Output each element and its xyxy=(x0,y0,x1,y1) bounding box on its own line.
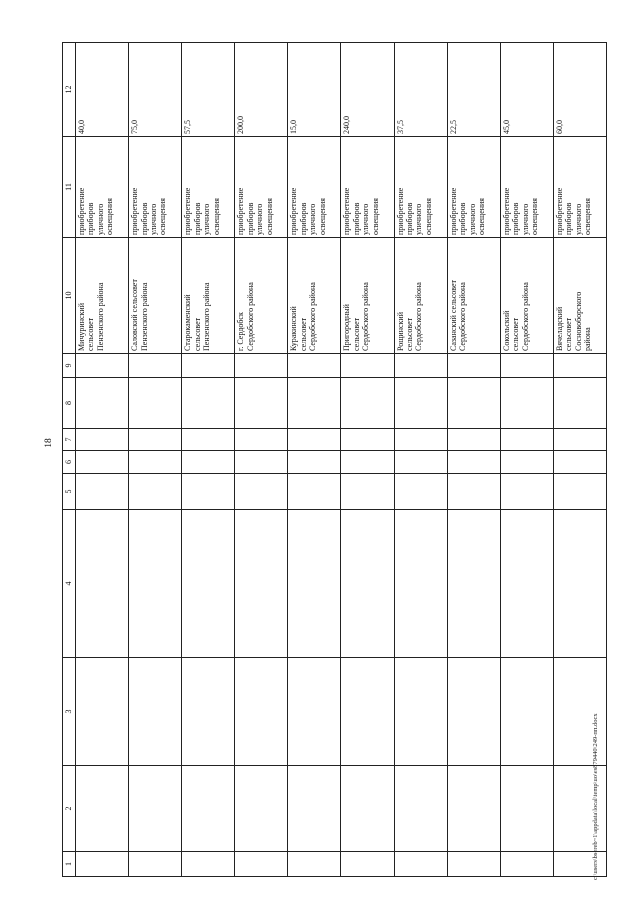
empty-cell xyxy=(76,451,129,474)
empty-cell xyxy=(341,354,394,378)
amount-cell: 200,0 xyxy=(235,43,288,137)
purpose-cell: приобретение приборов уличного освещения xyxy=(341,137,394,238)
rotated-table-container xyxy=(62,43,607,877)
empty-cell xyxy=(500,354,553,378)
empty-cell xyxy=(553,474,606,510)
empty-cell xyxy=(500,658,553,766)
empty-cell xyxy=(288,510,341,658)
empty-cell xyxy=(235,852,288,877)
empty-cell xyxy=(341,378,394,429)
recipient-cell: Мичуринский сельсовет Пензенского района xyxy=(76,238,129,354)
amount-cell: 15,0 xyxy=(288,43,341,137)
empty-cell xyxy=(182,510,235,658)
empty-cell xyxy=(394,766,447,852)
amount-cell: 37,5 xyxy=(394,43,447,137)
empty-cell xyxy=(500,474,553,510)
table-row xyxy=(129,43,182,877)
empty-cell xyxy=(394,451,447,474)
column-number-8: 8 xyxy=(63,378,76,429)
empty-cell xyxy=(553,451,606,474)
empty-cell xyxy=(447,852,500,877)
empty-cell xyxy=(76,354,129,378)
empty-cell xyxy=(129,429,182,451)
column-number-3: 3 xyxy=(63,658,76,766)
recipient-cell: Куракинский сельсовет Сердобского района xyxy=(288,238,341,354)
amount-cell: 40,0 xyxy=(76,43,129,137)
amount-cell: 45,0 xyxy=(500,43,553,137)
table-row xyxy=(235,43,288,877)
empty-cell xyxy=(500,766,553,852)
empty-cell xyxy=(447,378,500,429)
empty-cell xyxy=(235,354,288,378)
empty-cell xyxy=(76,766,129,852)
empty-cell xyxy=(182,658,235,766)
empty-cell xyxy=(235,378,288,429)
empty-cell xyxy=(394,852,447,877)
purpose-cell: приобретение приборов уличного освещения xyxy=(288,137,341,238)
empty-cell xyxy=(235,451,288,474)
empty-cell xyxy=(394,474,447,510)
table-body xyxy=(76,43,607,877)
empty-cell xyxy=(288,766,341,852)
empty-cell xyxy=(235,429,288,451)
footer-file-path: c:\users\bsereb~1\appdata\local\temp\uo\es879440\249-пп.docx xyxy=(592,713,599,880)
empty-cell xyxy=(76,510,129,658)
empty-cell xyxy=(235,658,288,766)
empty-cell xyxy=(288,852,341,877)
empty-cell xyxy=(553,354,606,378)
column-number-row xyxy=(63,43,76,877)
table-row xyxy=(341,43,394,877)
empty-cell xyxy=(288,378,341,429)
empty-cell xyxy=(341,852,394,877)
empty-cell xyxy=(129,378,182,429)
empty-cell xyxy=(447,354,500,378)
amount-cell: 22,5 xyxy=(447,43,500,137)
empty-cell xyxy=(447,474,500,510)
empty-cell xyxy=(447,451,500,474)
recipient-cell: Сокольский сельсовет Сердобского района xyxy=(500,238,553,354)
empty-cell xyxy=(288,354,341,378)
empty-cell xyxy=(235,766,288,852)
empty-cell xyxy=(500,510,553,658)
amount-cell: 240,0 xyxy=(341,43,394,137)
empty-cell xyxy=(76,658,129,766)
table-row xyxy=(288,43,341,877)
empty-cell xyxy=(288,658,341,766)
column-number-1: 1 xyxy=(63,852,76,877)
column-number-9: 9 xyxy=(63,354,76,378)
amount-cell: 75,0 xyxy=(129,43,182,137)
table-row xyxy=(447,43,500,877)
table-row xyxy=(500,43,553,877)
empty-cell xyxy=(129,658,182,766)
empty-cell xyxy=(288,474,341,510)
empty-cell xyxy=(76,474,129,510)
empty-cell xyxy=(553,378,606,429)
empty-cell xyxy=(341,658,394,766)
empty-cell xyxy=(341,429,394,451)
recipient-cell: Пригородный сельсовет Сердобского района xyxy=(341,238,394,354)
empty-cell xyxy=(182,354,235,378)
empty-cell xyxy=(553,429,606,451)
column-number-4: 4 xyxy=(63,510,76,658)
empty-cell xyxy=(288,429,341,451)
empty-cell xyxy=(394,429,447,451)
column-number-6: 6 xyxy=(63,451,76,474)
amount-cell: 57,5 xyxy=(182,43,235,137)
empty-cell xyxy=(553,510,606,658)
empty-cell xyxy=(341,766,394,852)
page-number: 18 xyxy=(43,438,54,448)
empty-cell xyxy=(182,378,235,429)
empty-cell xyxy=(129,510,182,658)
amount-cell: 60,0 xyxy=(553,43,606,137)
empty-cell xyxy=(341,474,394,510)
empty-cell xyxy=(500,451,553,474)
empty-cell xyxy=(182,852,235,877)
empty-cell xyxy=(394,354,447,378)
column-number-11: 11 xyxy=(63,137,76,238)
empty-cell xyxy=(129,451,182,474)
empty-cell xyxy=(129,474,182,510)
empty-cell xyxy=(235,510,288,658)
column-number-5: 5 xyxy=(63,474,76,510)
empty-cell xyxy=(447,766,500,852)
recipient-cell: г. Сердобск Сердобского района xyxy=(235,238,288,354)
empty-cell xyxy=(447,658,500,766)
empty-cell xyxy=(288,451,341,474)
purpose-cell: приобретение приборов уличного освещения xyxy=(394,137,447,238)
empty-cell xyxy=(500,378,553,429)
column-number-10: 10 xyxy=(63,238,76,354)
empty-cell xyxy=(394,658,447,766)
empty-cell xyxy=(182,451,235,474)
column-number-2: 2 xyxy=(63,766,76,852)
empty-cell xyxy=(341,451,394,474)
purpose-cell: приобретение приборов уличного освещения xyxy=(500,137,553,238)
empty-cell xyxy=(447,510,500,658)
empty-cell xyxy=(129,354,182,378)
recipient-cell: Рощинский сельсовет Сердобского района xyxy=(394,238,447,354)
empty-cell xyxy=(76,378,129,429)
empty-cell xyxy=(235,474,288,510)
purpose-cell: приобретение приборов уличного освещения xyxy=(182,137,235,238)
empty-cell xyxy=(341,510,394,658)
empty-cell xyxy=(394,378,447,429)
empty-cell xyxy=(182,474,235,510)
empty-cell xyxy=(129,852,182,877)
empty-cell xyxy=(394,510,447,658)
purpose-cell: приобретение приборов уличного освещения xyxy=(129,137,182,238)
table-row xyxy=(182,43,235,877)
empty-cell xyxy=(76,852,129,877)
funding-table xyxy=(62,42,607,877)
empty-cell xyxy=(447,429,500,451)
purpose-cell: приобретение приборов уличного освещения xyxy=(235,137,288,238)
recipient-cell: Сазанский сельсовет Сердобского района xyxy=(447,238,500,354)
empty-cell xyxy=(129,766,182,852)
purpose-cell: приобретение приборов уличного освещения xyxy=(553,137,606,238)
recipient-cell: Саловский сельсовет Пензенского района xyxy=(129,238,182,354)
empty-cell xyxy=(500,429,553,451)
purpose-cell: приобретение приборов уличного освещения xyxy=(447,137,500,238)
empty-cell xyxy=(182,766,235,852)
recipient-cell: Старокаменский сельсовет Пензенского района xyxy=(182,238,235,354)
column-number-12: 12 xyxy=(63,43,76,137)
empty-cell xyxy=(182,429,235,451)
table-row xyxy=(394,43,447,877)
table-row xyxy=(76,43,129,877)
empty-cell xyxy=(500,852,553,877)
empty-cell xyxy=(76,429,129,451)
recipient-cell: Вячеладский сельсовет Сосновоборского района xyxy=(553,238,606,354)
column-number-7: 7 xyxy=(63,429,76,451)
purpose-cell: приобретение приборов уличного освещения xyxy=(76,137,129,238)
